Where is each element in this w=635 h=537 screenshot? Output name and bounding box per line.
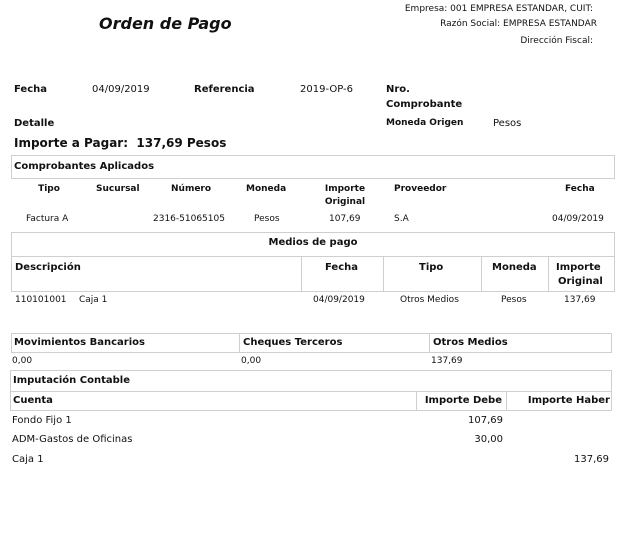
imputacion-row-debe: 30,00 xyxy=(474,434,503,445)
moneda-origen-label: Moneda Origen xyxy=(386,118,464,128)
imputacion-col-sep-1 xyxy=(416,391,417,411)
comp-header-importe: Importe xyxy=(324,184,366,194)
comp-row-importe: 107,69 xyxy=(329,214,361,224)
imputacion-col-sep-2 xyxy=(506,391,507,411)
comp-row-fecha: 04/09/2019 xyxy=(552,214,604,224)
importe-value: 137,69 Pesos xyxy=(136,136,227,150)
imputacion-row-cuenta: Fondo Fijo 1 xyxy=(12,415,72,426)
comprobante-label: Comprobante xyxy=(386,99,463,110)
cheques-terceros-label: Cheques Terceros xyxy=(243,337,343,348)
comp-header-sucursal: Sucursal xyxy=(96,184,140,194)
medios-col-sep-4 xyxy=(548,256,549,292)
importe-a-pagar xyxy=(14,136,226,150)
movimientos-bancarios-label: Movimientos Bancarios xyxy=(14,337,145,348)
detalle-label: Detalle xyxy=(14,118,55,129)
medios-row-moneda: Pesos xyxy=(501,295,527,305)
imputacion-row-cuenta: ADM-Gastos de Oficinas xyxy=(12,434,133,445)
otros-medios-label: Otros Medios xyxy=(433,337,508,348)
imputacion-header-cuenta: Cuenta xyxy=(13,395,53,406)
medios-header-fecha: Fecha xyxy=(325,262,359,273)
fecha-value: 04/09/2019 xyxy=(92,84,150,95)
imputacion-row-debe: 107,69 xyxy=(468,415,503,426)
comp-row-tipo: Factura A xyxy=(26,214,69,224)
comp-row-moneda: Pesos xyxy=(254,214,280,224)
medios-header-importe: Importe xyxy=(556,262,601,273)
referencia-value: 2019-OP-6 xyxy=(300,84,353,95)
medios-row-descripcion: Caja 1 xyxy=(79,295,108,305)
medios-divider xyxy=(11,256,615,257)
comp-header-original: Original xyxy=(324,197,366,207)
fecha-label: Fecha xyxy=(14,84,48,95)
comp-row-proveedor: S.A xyxy=(394,214,409,224)
referencia-label: Referencia xyxy=(194,84,255,95)
medios-row-tipo: Otros Medios xyxy=(400,295,459,305)
comprobantes-title: Comprobantes Aplicados xyxy=(14,161,155,172)
medios-col-sep-2 xyxy=(383,256,384,292)
comp-header-moneda: Moneda xyxy=(246,184,287,194)
medios-row-cuenta: 110101001 xyxy=(15,295,67,305)
movimientos-bancarios-value: 0,00 xyxy=(12,356,33,366)
comp-row-numero: 2316-51065105 xyxy=(153,214,225,224)
cheques-terceros-value: 0,00 xyxy=(241,356,262,366)
imputacion-header-debe: Importe Debe xyxy=(424,395,502,406)
medios-title: Medios de pago xyxy=(268,237,358,248)
importe-label: Importe a Pagar: xyxy=(14,136,129,150)
medios-col-sep-1 xyxy=(301,256,302,292)
movimientos-col-sep-1 xyxy=(239,333,240,353)
nro-label: Nro. xyxy=(386,84,410,95)
imputacion-row-haber: 137,69 xyxy=(574,454,609,465)
medios-col-sep-3 xyxy=(481,256,482,292)
page-title: Orden de Pago xyxy=(99,14,232,33)
empresa-line: Empresa: 001 EMPRESA ESTANDAR, CUIT: xyxy=(404,4,593,14)
comp-header-numero: Número xyxy=(171,184,212,194)
imputacion-title: Imputación Contable xyxy=(13,375,130,386)
imputacion-divider xyxy=(10,391,612,392)
direccion-fiscal-line: Dirección Fiscal: xyxy=(520,36,593,46)
medios-row-fecha: 04/09/2019 xyxy=(313,295,365,305)
movimientos-col-sep-2 xyxy=(429,333,430,353)
comp-header-proveedor: Proveedor xyxy=(394,184,447,194)
comp-header-tipo: Tipo xyxy=(38,184,60,194)
imputacion-header-haber: Importe Haber xyxy=(527,395,610,406)
medios-header-original: Original xyxy=(558,276,603,287)
medios-row-importe: 137,69 xyxy=(564,295,596,305)
medios-header-descripcion: Descripción xyxy=(15,262,81,273)
moneda-origen-value: Pesos xyxy=(493,118,522,129)
medios-header-tipo: Tipo xyxy=(419,262,444,273)
comp-header-fecha: Fecha xyxy=(565,184,595,194)
otros-medios-value: 137,69 xyxy=(431,356,463,366)
medios-header-moneda: Moneda xyxy=(492,262,537,273)
imputacion-row-cuenta: Caja 1 xyxy=(12,454,44,465)
razon-social-line: Razón Social: EMPRESA ESTANDAR xyxy=(440,19,597,29)
